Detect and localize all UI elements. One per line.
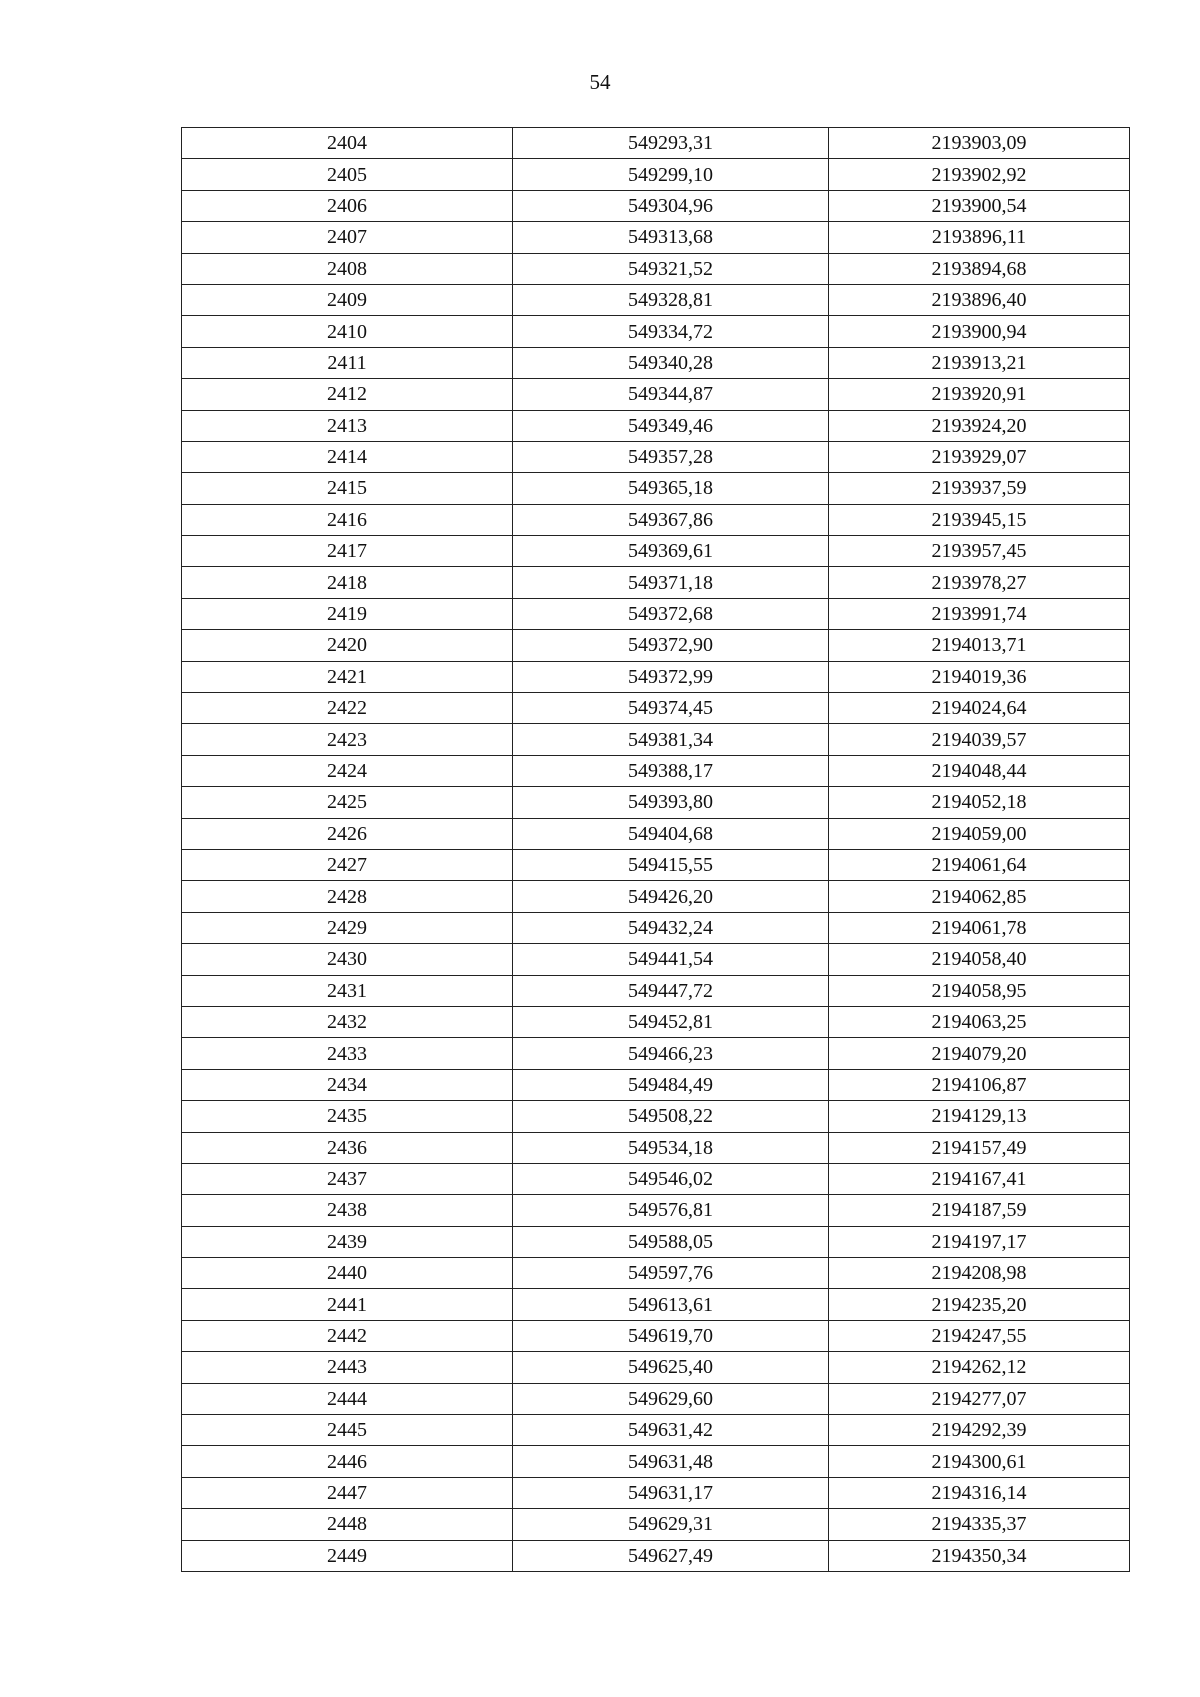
point-number-cell: 2449	[182, 1540, 513, 1571]
y-coordinate-cell: 2194059,00	[829, 818, 1130, 849]
point-number-cell: 2409	[182, 284, 513, 315]
y-coordinate-cell: 2194079,20	[829, 1038, 1130, 1069]
table-row	[182, 379, 1130, 410]
y-coordinate-cell: 2193913,21	[829, 347, 1130, 378]
y-coordinate-cell: 2194316,14	[829, 1477, 1130, 1508]
table-row	[182, 222, 1130, 253]
table-row	[182, 1446, 1130, 1477]
table-row	[182, 1038, 1130, 1069]
x-coordinate-cell: 549447,72	[513, 975, 829, 1006]
x-coordinate-cell: 549613,61	[513, 1289, 829, 1320]
table-row	[182, 724, 1130, 755]
table-row	[182, 1383, 1130, 1414]
point-number-cell: 2417	[182, 536, 513, 567]
x-coordinate-cell: 549293,31	[513, 128, 829, 159]
y-coordinate-cell: 2193937,59	[829, 473, 1130, 504]
table-row	[182, 159, 1130, 190]
point-number-cell: 2408	[182, 253, 513, 284]
x-coordinate-cell: 549349,46	[513, 410, 829, 441]
table-row	[182, 693, 1130, 724]
y-coordinate-cell: 2193902,92	[829, 159, 1130, 190]
y-coordinate-cell: 2194187,59	[829, 1195, 1130, 1226]
table-row	[182, 1132, 1130, 1163]
x-coordinate-cell: 549629,31	[513, 1509, 829, 1540]
point-number-cell: 2445	[182, 1415, 513, 1446]
y-coordinate-cell: 2193920,91	[829, 379, 1130, 410]
x-coordinate-cell: 549631,17	[513, 1477, 829, 1508]
point-number-cell: 2415	[182, 473, 513, 504]
y-coordinate-cell: 2194335,37	[829, 1509, 1130, 1540]
point-number-cell: 2416	[182, 504, 513, 535]
x-coordinate-cell: 549372,68	[513, 598, 829, 629]
y-coordinate-cell: 2194157,49	[829, 1132, 1130, 1163]
x-coordinate-cell: 549631,48	[513, 1446, 829, 1477]
table-row	[182, 1006, 1130, 1037]
table-row	[182, 1352, 1130, 1383]
x-coordinate-cell: 549367,86	[513, 504, 829, 535]
table-row	[182, 912, 1130, 943]
y-coordinate-cell: 2193929,07	[829, 441, 1130, 472]
point-number-cell: 2404	[182, 128, 513, 159]
x-coordinate-cell: 549534,18	[513, 1132, 829, 1163]
point-number-cell: 2441	[182, 1289, 513, 1320]
point-number-cell: 2437	[182, 1163, 513, 1194]
x-coordinate-cell: 549432,24	[513, 912, 829, 943]
table-row	[182, 536, 1130, 567]
table-row	[182, 128, 1130, 159]
table-row	[182, 504, 1130, 535]
point-number-cell: 2425	[182, 787, 513, 818]
point-number-cell: 2407	[182, 222, 513, 253]
y-coordinate-cell: 2194062,85	[829, 881, 1130, 912]
table-row	[182, 661, 1130, 692]
point-number-cell: 2405	[182, 159, 513, 190]
y-coordinate-cell: 2194208,98	[829, 1258, 1130, 1289]
x-coordinate-cell: 549340,28	[513, 347, 829, 378]
table-row	[182, 787, 1130, 818]
table-row	[182, 1163, 1130, 1194]
point-number-cell: 2412	[182, 379, 513, 410]
table-row	[182, 1540, 1130, 1571]
x-coordinate-cell: 549625,40	[513, 1352, 829, 1383]
table-row	[182, 284, 1130, 315]
x-coordinate-cell: 549546,02	[513, 1163, 829, 1194]
y-coordinate-cell: 2193945,15	[829, 504, 1130, 535]
y-coordinate-cell: 2193991,74	[829, 598, 1130, 629]
point-number-cell: 2429	[182, 912, 513, 943]
point-number-cell: 2434	[182, 1069, 513, 1100]
table-row	[182, 944, 1130, 975]
point-number-cell: 2439	[182, 1226, 513, 1257]
point-number-cell: 2430	[182, 944, 513, 975]
table-row	[182, 347, 1130, 378]
x-coordinate-cell: 549576,81	[513, 1195, 829, 1226]
table-row	[182, 1477, 1130, 1508]
coordinates-table	[181, 127, 1130, 1572]
table-row	[182, 1258, 1130, 1289]
x-coordinate-cell: 549328,81	[513, 284, 829, 315]
x-coordinate-cell: 549357,28	[513, 441, 829, 472]
x-coordinate-cell: 549381,34	[513, 724, 829, 755]
point-number-cell: 2410	[182, 316, 513, 347]
point-number-cell: 2406	[182, 190, 513, 221]
y-coordinate-cell: 2194052,18	[829, 787, 1130, 818]
y-coordinate-cell: 2194300,61	[829, 1446, 1130, 1477]
y-coordinate-cell: 2194013,71	[829, 630, 1130, 661]
y-coordinate-cell: 2193896,40	[829, 284, 1130, 315]
point-number-cell: 2413	[182, 410, 513, 441]
table-row	[182, 473, 1130, 504]
y-coordinate-cell: 2194058,40	[829, 944, 1130, 975]
table-row	[182, 598, 1130, 629]
table-row	[182, 1289, 1130, 1320]
table-row	[182, 1226, 1130, 1257]
table-row	[182, 630, 1130, 661]
y-coordinate-cell: 2194061,78	[829, 912, 1130, 943]
y-coordinate-cell: 2193900,54	[829, 190, 1130, 221]
point-number-cell: 2442	[182, 1320, 513, 1351]
page-number: 54	[589, 70, 611, 94]
x-coordinate-cell: 549393,80	[513, 787, 829, 818]
y-coordinate-cell: 2193896,11	[829, 222, 1130, 253]
y-coordinate-cell: 2194106,87	[829, 1069, 1130, 1100]
x-coordinate-cell: 549597,76	[513, 1258, 829, 1289]
x-coordinate-cell: 549452,81	[513, 1006, 829, 1037]
x-coordinate-cell: 549371,18	[513, 567, 829, 598]
x-coordinate-cell: 549321,52	[513, 253, 829, 284]
table-row	[182, 316, 1130, 347]
y-coordinate-cell: 2193894,68	[829, 253, 1130, 284]
x-coordinate-cell: 549508,22	[513, 1101, 829, 1132]
table-row	[182, 1195, 1130, 1226]
x-coordinate-cell: 549588,05	[513, 1226, 829, 1257]
y-coordinate-cell: 2194247,55	[829, 1320, 1130, 1351]
table-row	[182, 567, 1130, 598]
table-row	[182, 1069, 1130, 1100]
y-coordinate-cell: 2193900,94	[829, 316, 1130, 347]
y-coordinate-cell: 2194350,34	[829, 1540, 1130, 1571]
point-number-cell: 2448	[182, 1509, 513, 1540]
x-coordinate-cell: 549404,68	[513, 818, 829, 849]
table-row	[182, 1509, 1130, 1540]
point-number-cell: 2443	[182, 1352, 513, 1383]
y-coordinate-cell: 2194262,12	[829, 1352, 1130, 1383]
x-coordinate-cell: 549631,42	[513, 1415, 829, 1446]
table-row	[182, 1101, 1130, 1132]
x-coordinate-cell: 549627,49	[513, 1540, 829, 1571]
point-number-cell: 2433	[182, 1038, 513, 1069]
x-coordinate-cell: 549344,87	[513, 379, 829, 410]
x-coordinate-cell: 549369,61	[513, 536, 829, 567]
x-coordinate-cell: 549372,99	[513, 661, 829, 692]
table-row	[182, 1415, 1130, 1446]
y-coordinate-cell: 2193924,20	[829, 410, 1130, 441]
x-coordinate-cell: 549415,55	[513, 849, 829, 880]
y-coordinate-cell: 2194167,41	[829, 1163, 1130, 1194]
table-row	[182, 410, 1130, 441]
point-number-cell: 2420	[182, 630, 513, 661]
table-row	[182, 1320, 1130, 1351]
point-number-cell: 2436	[182, 1132, 513, 1163]
x-coordinate-cell: 549441,54	[513, 944, 829, 975]
y-coordinate-cell: 2194129,13	[829, 1101, 1130, 1132]
y-coordinate-cell: 2194019,36	[829, 661, 1130, 692]
x-coordinate-cell: 549299,10	[513, 159, 829, 190]
point-number-cell: 2447	[182, 1477, 513, 1508]
y-coordinate-cell: 2193978,27	[829, 567, 1130, 598]
x-coordinate-cell: 549426,20	[513, 881, 829, 912]
point-number-cell: 2440	[182, 1258, 513, 1289]
table-row	[182, 755, 1130, 786]
coordinates-table-body	[182, 128, 1130, 1572]
y-coordinate-cell: 2194058,95	[829, 975, 1130, 1006]
y-coordinate-cell: 2194277,07	[829, 1383, 1130, 1414]
x-coordinate-cell: 549466,23	[513, 1038, 829, 1069]
table-row	[182, 975, 1130, 1006]
point-number-cell: 2418	[182, 567, 513, 598]
table-row	[182, 881, 1130, 912]
point-number-cell: 2424	[182, 755, 513, 786]
point-number-cell: 2426	[182, 818, 513, 849]
point-number-cell: 2428	[182, 881, 513, 912]
point-number-cell: 2435	[182, 1101, 513, 1132]
y-coordinate-cell: 2194048,44	[829, 755, 1130, 786]
y-coordinate-cell: 2194039,57	[829, 724, 1130, 755]
point-number-cell: 2431	[182, 975, 513, 1006]
y-coordinate-cell: 2194024,64	[829, 693, 1130, 724]
point-number-cell: 2421	[182, 661, 513, 692]
point-number-cell: 2419	[182, 598, 513, 629]
table-row	[182, 849, 1130, 880]
x-coordinate-cell: 549374,45	[513, 693, 829, 724]
point-number-cell: 2432	[182, 1006, 513, 1037]
x-coordinate-cell: 549629,60	[513, 1383, 829, 1414]
point-number-cell: 2444	[182, 1383, 513, 1414]
x-coordinate-cell: 549313,68	[513, 222, 829, 253]
x-coordinate-cell: 549365,18	[513, 473, 829, 504]
x-coordinate-cell: 549372,90	[513, 630, 829, 661]
point-number-cell: 2438	[182, 1195, 513, 1226]
point-number-cell: 2414	[182, 441, 513, 472]
point-number-cell: 2422	[182, 693, 513, 724]
x-coordinate-cell: 549619,70	[513, 1320, 829, 1351]
point-number-cell: 2423	[182, 724, 513, 755]
x-coordinate-cell: 549334,72	[513, 316, 829, 347]
y-coordinate-cell: 2194235,20	[829, 1289, 1130, 1320]
y-coordinate-cell: 2193903,09	[829, 128, 1130, 159]
x-coordinate-cell: 549484,49	[513, 1069, 829, 1100]
y-coordinate-cell: 2194061,64	[829, 849, 1130, 880]
table-row	[182, 441, 1130, 472]
y-coordinate-cell: 2194197,17	[829, 1226, 1130, 1257]
x-coordinate-cell: 549388,17	[513, 755, 829, 786]
table-row	[182, 818, 1130, 849]
point-number-cell: 2427	[182, 849, 513, 880]
y-coordinate-cell: 2193957,45	[829, 536, 1130, 567]
y-coordinate-cell: 2194292,39	[829, 1415, 1130, 1446]
x-coordinate-cell: 549304,96	[513, 190, 829, 221]
table-row	[182, 253, 1130, 284]
table-row	[182, 190, 1130, 221]
point-number-cell: 2446	[182, 1446, 513, 1477]
point-number-cell: 2411	[182, 347, 513, 378]
y-coordinate-cell: 2194063,25	[829, 1006, 1130, 1037]
